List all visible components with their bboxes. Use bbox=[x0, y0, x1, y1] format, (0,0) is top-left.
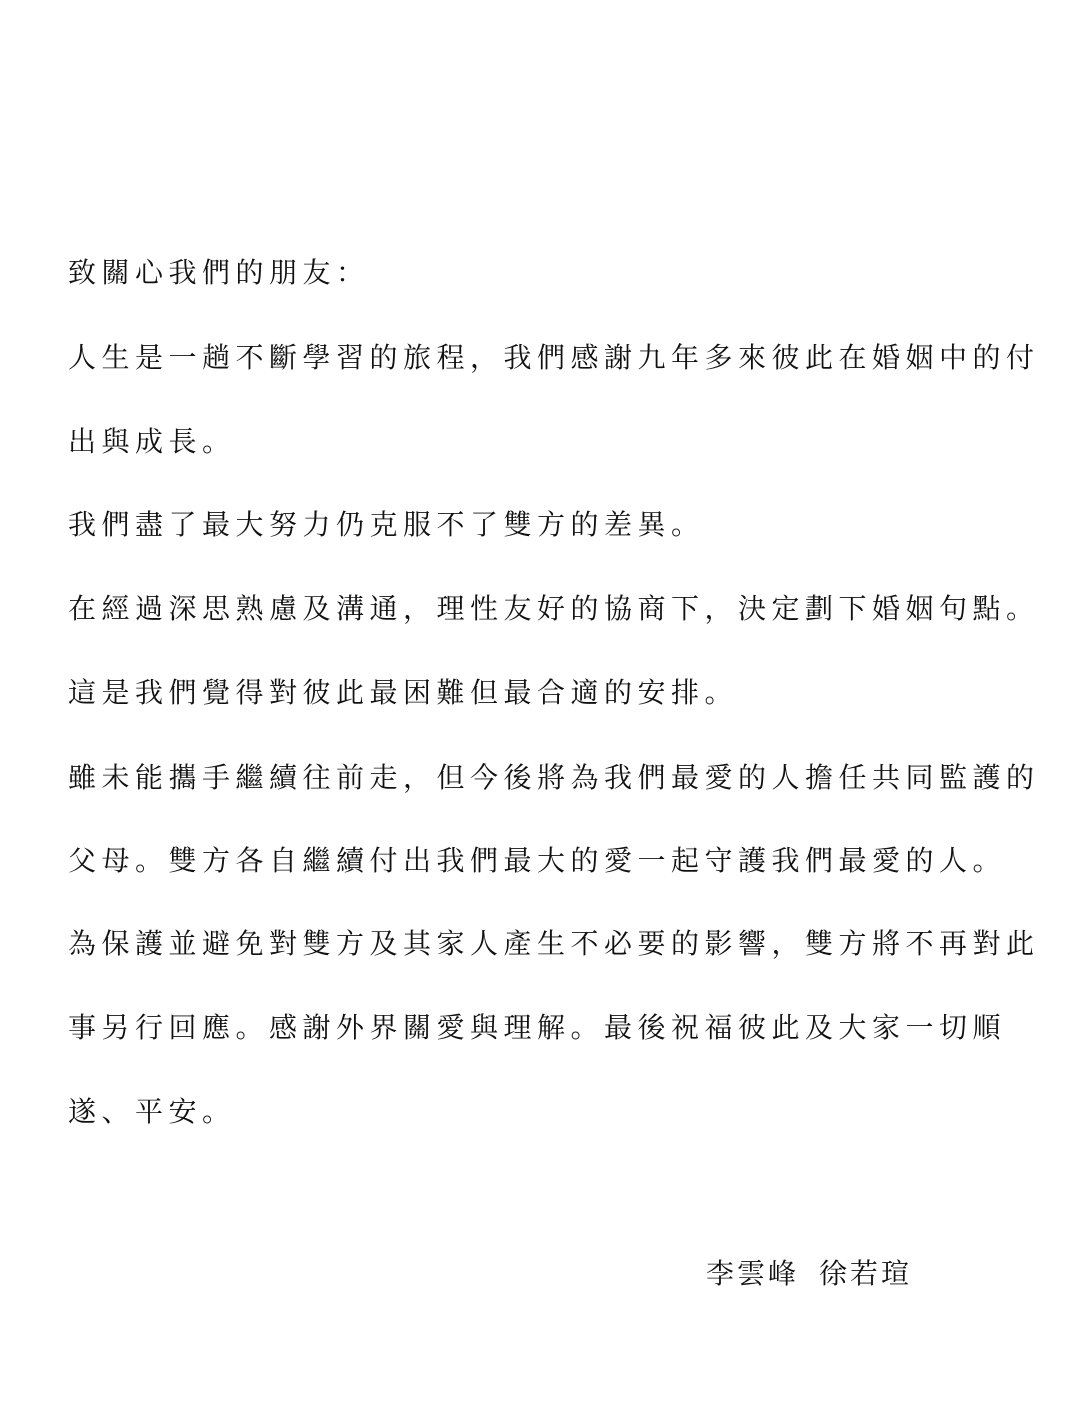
letter-line-7: 父母。雙方各自繼續付出我們最大的愛一起守護我們最愛的人。 bbox=[68, 844, 1007, 877]
signature-block bbox=[706, 1256, 912, 1292]
letter-line-2: 出與成長。 bbox=[68, 425, 236, 458]
signatory-name: 徐若瑄 bbox=[819, 1257, 913, 1290]
letter-line-6: 雖未能攜手繼續往前走，但今後將為我們最愛的人擔任共同監護的 bbox=[68, 761, 1040, 794]
letter-line-3: 我們盡了最大努力仍克服不了雙方的差異。 bbox=[68, 508, 705, 541]
salutation: 致關心我們的朋友： bbox=[68, 256, 370, 289]
letter-line-9: 事另行回應。感謝外界關愛與理解。最後祝福彼此及大家一切順 bbox=[68, 1011, 1007, 1044]
letter-line-4: 在經過深思熟慮及溝通，理性友好的協商下，決定劃下婚姻句點。 bbox=[68, 592, 1040, 625]
letter-line-8: 為保護並避免對雙方及其家人產生不必要的影響，雙方將不再對此 bbox=[68, 927, 1040, 960]
signatory-name: 李雲峰 bbox=[706, 1257, 800, 1290]
letter-line-10: 遂、平安。 bbox=[68, 1095, 236, 1128]
letter-line-1: 人生是一趟不斷學習的旅程，我們感謝九年多來彼此在婚姻中的付 bbox=[68, 341, 1040, 374]
letter-line-5: 這是我們覺得對彼此最困難但最合適的安排。 bbox=[68, 676, 739, 709]
